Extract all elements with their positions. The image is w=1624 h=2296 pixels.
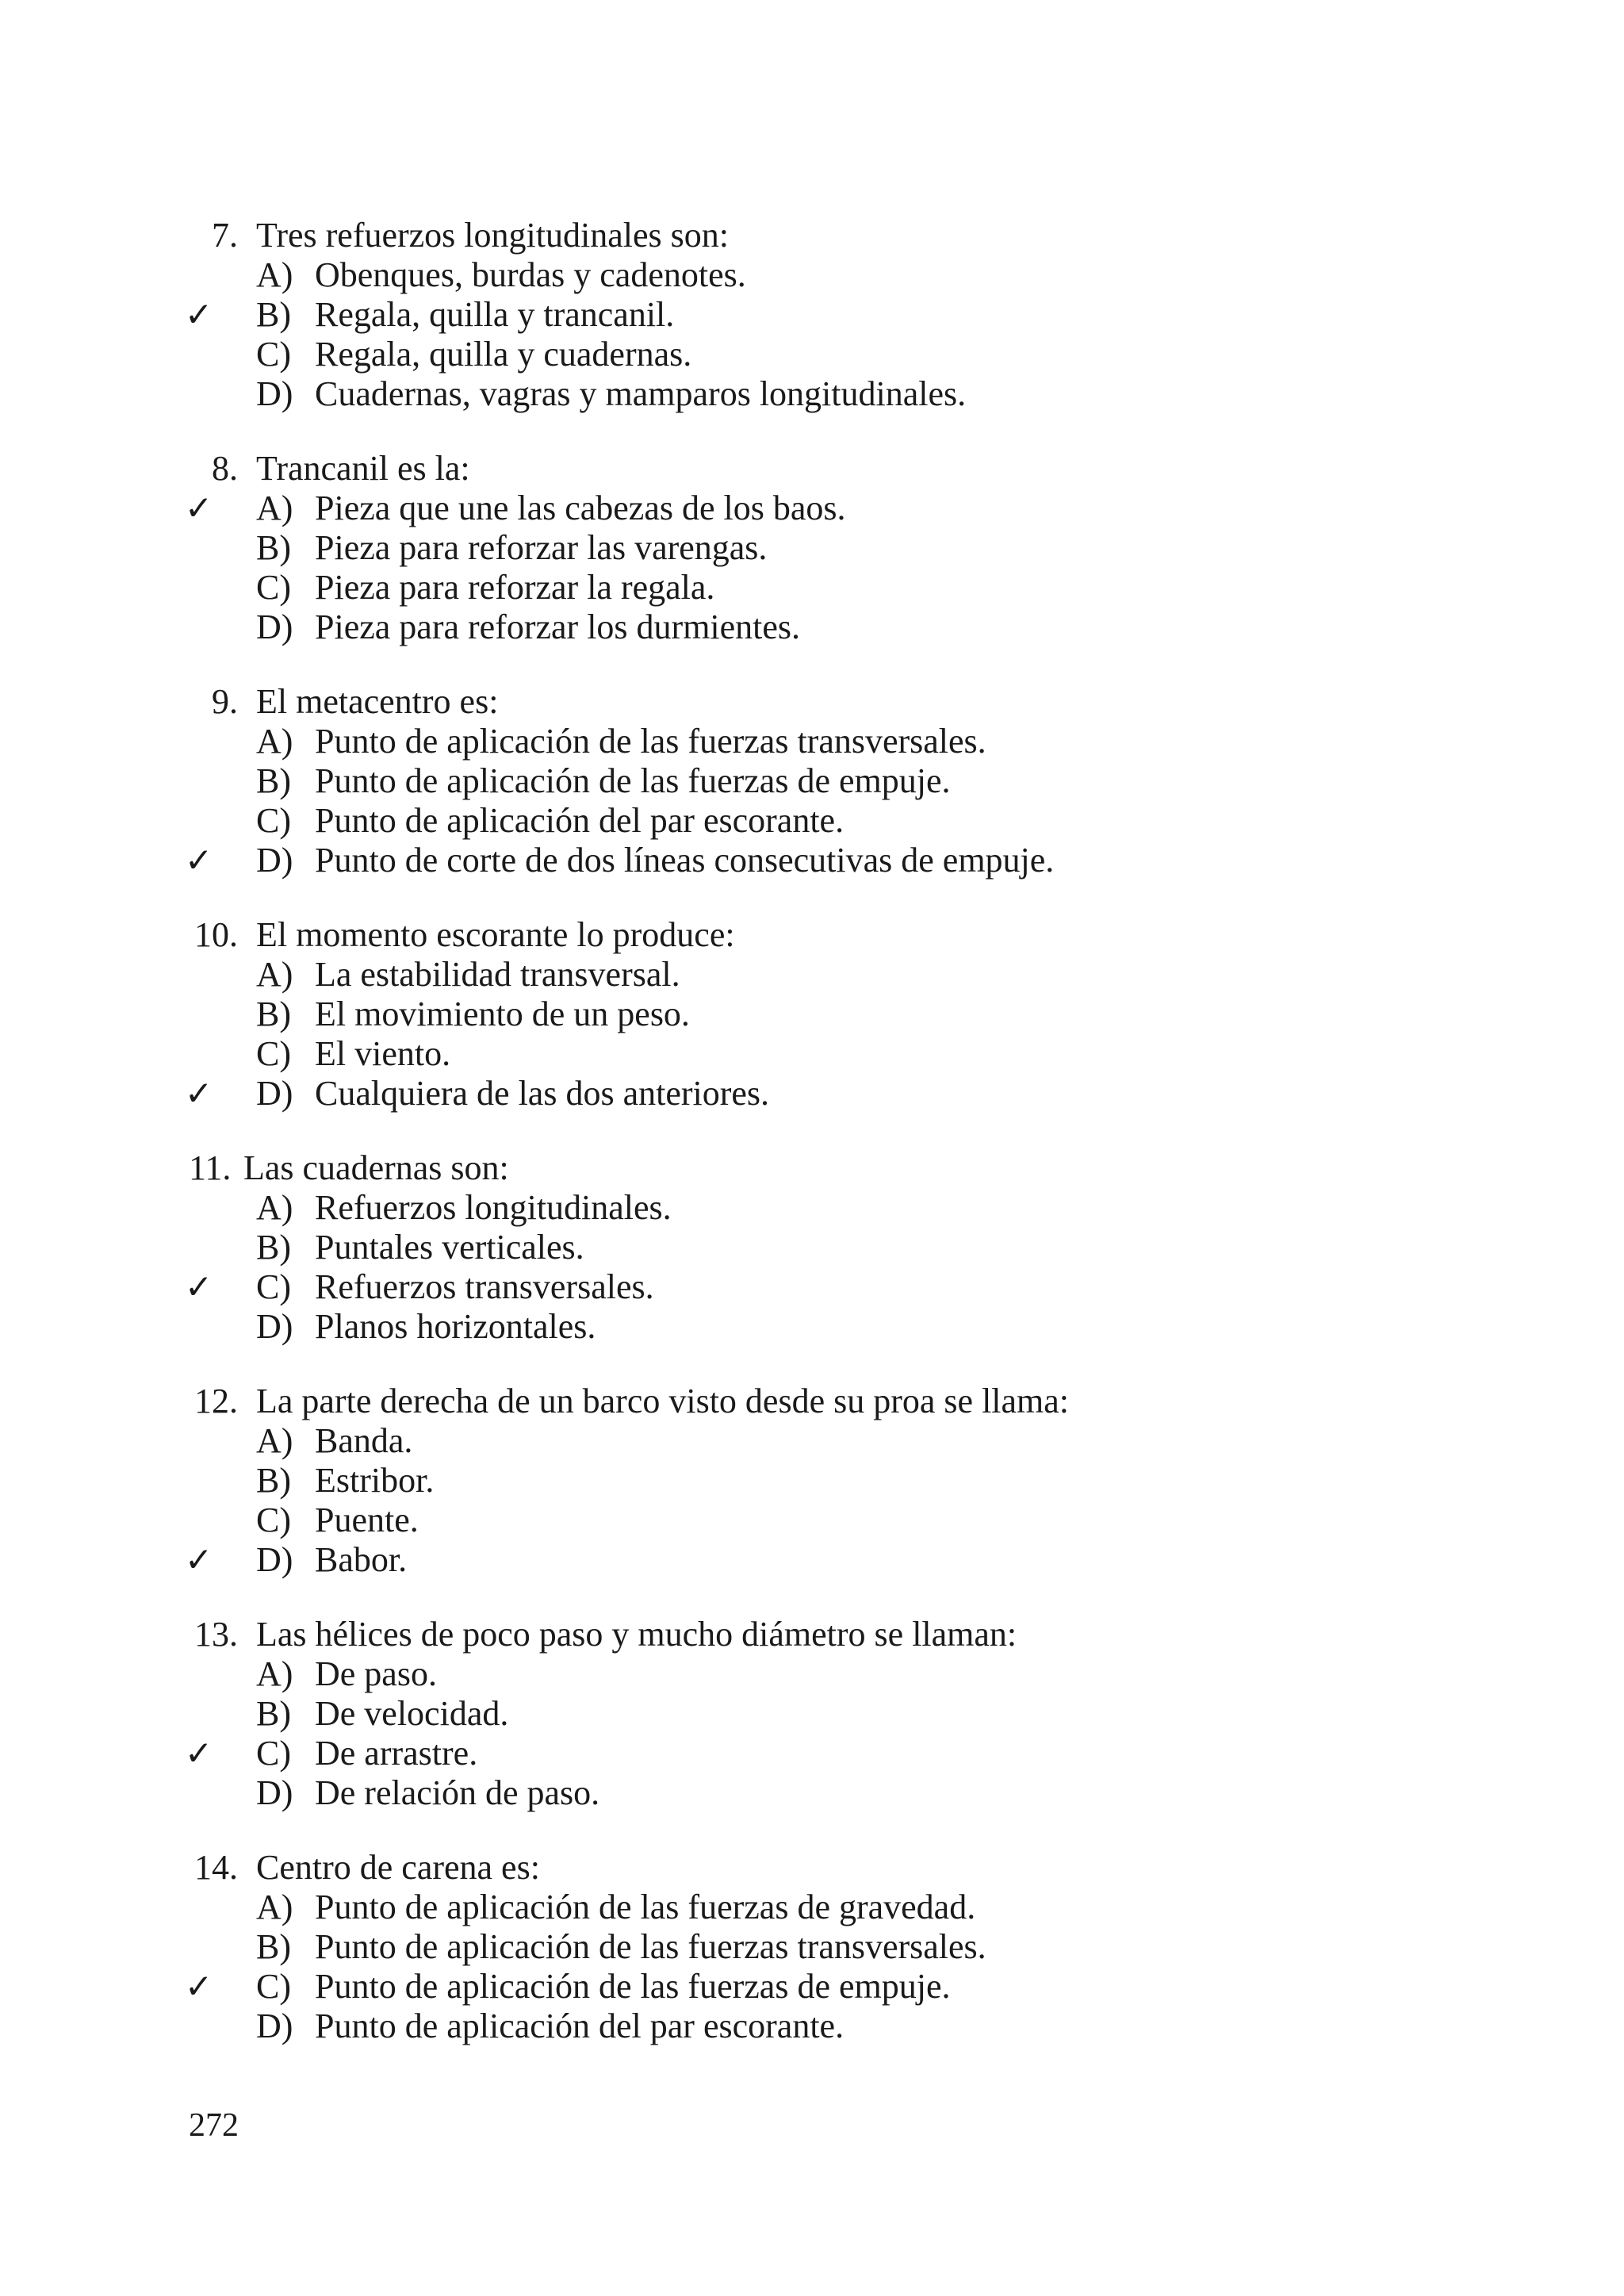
- option-text: Babor.: [315, 1540, 408, 1579]
- answer-option: [0, 1654, 1624, 1694]
- checkmark-icon: ✓: [185, 489, 213, 527]
- option-text: Cualquiera de las dos anteriores.: [315, 1074, 770, 1113]
- option-letter: B): [256, 528, 291, 567]
- answer-option: [0, 1694, 1624, 1734]
- question-9: [0, 682, 1624, 880]
- option-text: Punto de aplicación del par escorante.: [315, 2007, 845, 2045]
- option-text: Punto de aplicación de las fuerzas transversales.: [315, 722, 986, 761]
- option-text: Regala, quilla y cuadernas.: [315, 335, 692, 374]
- answer-option: [0, 1461, 1624, 1501]
- answer-option: [0, 1540, 1624, 1580]
- option-letter: D): [256, 608, 293, 646]
- option-text: Punto de aplicación de las fuerzas de empuje.: [315, 1967, 951, 2006]
- question-stem: [0, 915, 1624, 955]
- option-letter: C): [256, 568, 291, 607]
- answer-option: [0, 1307, 1624, 1347]
- question-text: El momento escorante lo produce:: [256, 915, 735, 954]
- option-letter: C): [256, 1034, 291, 1073]
- answer-option: [0, 295, 1624, 335]
- question-number: 8.: [212, 449, 238, 488]
- option-text: De arrastre.: [315, 1734, 478, 1773]
- option-letter: B): [256, 1694, 291, 1733]
- question-text: Las cuadernas son:: [243, 1148, 509, 1187]
- option-letter: D): [256, 1540, 293, 1579]
- answer-option: [0, 1267, 1624, 1307]
- answer-option: [0, 1501, 1624, 1540]
- checkmark-icon: ✓: [185, 1074, 213, 1113]
- answer-option: [0, 1888, 1624, 1927]
- answer-option: [0, 1734, 1624, 1773]
- option-text: Banda.: [315, 1421, 413, 1460]
- option-letter: C): [256, 801, 291, 840]
- option-letter: D): [256, 1307, 293, 1346]
- question-stem: [0, 449, 1624, 489]
- option-letter: C): [256, 335, 291, 374]
- answer-option: [0, 1927, 1624, 1967]
- answer-option: [0, 335, 1624, 374]
- option-text: Regala, quilla y trancanil.: [315, 295, 675, 334]
- question-stem: [0, 1148, 1624, 1188]
- question-text: El metacentro es:: [256, 682, 499, 721]
- answer-option: [0, 761, 1624, 801]
- answer-option: [0, 255, 1624, 295]
- option-letter: A): [256, 1888, 293, 1926]
- answer-option: [0, 841, 1624, 880]
- option-letter: B): [256, 295, 291, 334]
- option-text: Planos horizontales.: [315, 1307, 596, 1346]
- question-10: [0, 915, 1624, 1114]
- option-letter: A): [256, 1421, 293, 1460]
- option-letter: A): [256, 955, 293, 994]
- option-letter: A): [256, 722, 293, 761]
- question-text: Centro de carena es:: [256, 1848, 540, 1887]
- option-letter: D): [256, 841, 293, 880]
- option-letter: C): [256, 1967, 291, 2006]
- option-text: Punto de aplicación de las fuerzas de gravedad.: [315, 1888, 976, 1926]
- checkmark-icon: ✓: [185, 1540, 213, 1579]
- option-letter: B): [256, 1927, 291, 1966]
- question-number: 11.: [189, 1148, 232, 1187]
- question-stem: [0, 1615, 1624, 1654]
- option-text: Refuerzos transversales.: [315, 1267, 654, 1306]
- option-text: Punto de aplicación de las fuerzas de empuje.: [315, 761, 951, 800]
- option-text: Puente.: [315, 1501, 419, 1539]
- option-letter: D): [256, 1074, 293, 1113]
- option-text: Punto de corte de dos líneas consecutivas de empuje.: [315, 841, 1055, 880]
- answer-option: [0, 995, 1624, 1034]
- option-text: De relación de paso.: [315, 1773, 600, 1812]
- question-12: [0, 1382, 1624, 1580]
- question-number: 13.: [194, 1615, 238, 1654]
- option-letter: D): [256, 2007, 293, 2045]
- option-text: Estribor.: [315, 1461, 435, 1500]
- option-text: Pieza para reforzar los durmientes.: [315, 608, 801, 646]
- option-text: Cuadernas, vagras y mamparos longitudinales.: [315, 374, 967, 413]
- question-text: Trancanil es la:: [256, 449, 470, 488]
- option-letter: B): [256, 995, 291, 1033]
- question-8: [0, 449, 1624, 647]
- question-number: 14.: [194, 1848, 238, 1887]
- answer-option: [0, 489, 1624, 528]
- option-letter: A): [256, 1654, 293, 1693]
- question-13: [0, 1615, 1624, 1813]
- answer-option: [0, 1967, 1624, 2007]
- question-number: 10.: [194, 915, 238, 954]
- answer-option: [0, 955, 1624, 995]
- question-list: [0, 216, 1624, 2081]
- option-letter: B): [256, 1228, 291, 1267]
- answer-option: [0, 374, 1624, 414]
- option-text: Pieza para reforzar la regala.: [315, 568, 715, 607]
- option-text: De velocidad.: [315, 1694, 509, 1733]
- option-text: La estabilidad transversal.: [315, 955, 680, 994]
- checkmark-icon: ✓: [185, 1734, 213, 1773]
- question-number: 9.: [212, 682, 238, 721]
- option-text: Punto de aplicación de las fuerzas transversales.: [315, 1927, 986, 1966]
- answer-option: [0, 801, 1624, 841]
- answer-option: [0, 1074, 1624, 1114]
- answer-option: [0, 1773, 1624, 1813]
- answer-option: [0, 1034, 1624, 1074]
- option-text: Punto de aplicación del par escorante.: [315, 801, 845, 840]
- option-text: Puntales verticales.: [315, 1228, 584, 1267]
- option-letter: B): [256, 1461, 291, 1500]
- answer-option: [0, 1228, 1624, 1267]
- option-text: Refuerzos longitudinales.: [315, 1188, 672, 1227]
- answer-option: [0, 528, 1624, 568]
- option-letter: C): [256, 1501, 291, 1539]
- question-text: Tres refuerzos longitudinales son:: [256, 216, 729, 255]
- option-letter: A): [256, 1188, 293, 1227]
- question-7: [0, 216, 1624, 414]
- question-number: 7.: [212, 216, 238, 255]
- question-stem: [0, 1848, 1624, 1888]
- checkmark-icon: ✓: [185, 1967, 213, 2006]
- answer-option: [0, 608, 1624, 647]
- option-text: El viento.: [315, 1034, 451, 1073]
- answer-option: [0, 568, 1624, 608]
- option-text: De paso.: [315, 1654, 437, 1693]
- option-text: Pieza que une las cabezas de los baos.: [315, 489, 846, 527]
- option-text: Pieza para reforzar las varengas.: [315, 528, 768, 567]
- question-11: [0, 1148, 1624, 1347]
- option-letter: A): [256, 255, 293, 294]
- question-text: La parte derecha de un barco visto desde su proa se llama:: [256, 1382, 1070, 1420]
- page-number: 272: [189, 2107, 239, 2144]
- question-text: Las hélices de poco paso y mucho diámetro se llaman:: [256, 1615, 1017, 1654]
- answer-option: [0, 1188, 1624, 1228]
- option-letter: C): [256, 1734, 291, 1773]
- checkmark-icon: ✓: [185, 841, 213, 880]
- answer-option: [0, 722, 1624, 761]
- option-letter: D): [256, 374, 293, 413]
- option-text: Obenques, burdas y cadenotes.: [315, 255, 746, 294]
- question-number: 12.: [194, 1382, 238, 1420]
- question-stem: [0, 1382, 1624, 1421]
- option-letter: D): [256, 1773, 293, 1812]
- option-text: El movimiento de un peso.: [315, 995, 690, 1033]
- question-stem: [0, 216, 1624, 255]
- question-14: [0, 1848, 1624, 2046]
- option-letter: A): [256, 489, 293, 527]
- option-letter: B): [256, 761, 291, 800]
- option-letter: C): [256, 1267, 291, 1306]
- answer-option: [0, 2007, 1624, 2046]
- question-stem: [0, 682, 1624, 722]
- checkmark-icon: ✓: [185, 295, 213, 334]
- answer-option: [0, 1421, 1624, 1461]
- checkmark-icon: ✓: [185, 1267, 213, 1306]
